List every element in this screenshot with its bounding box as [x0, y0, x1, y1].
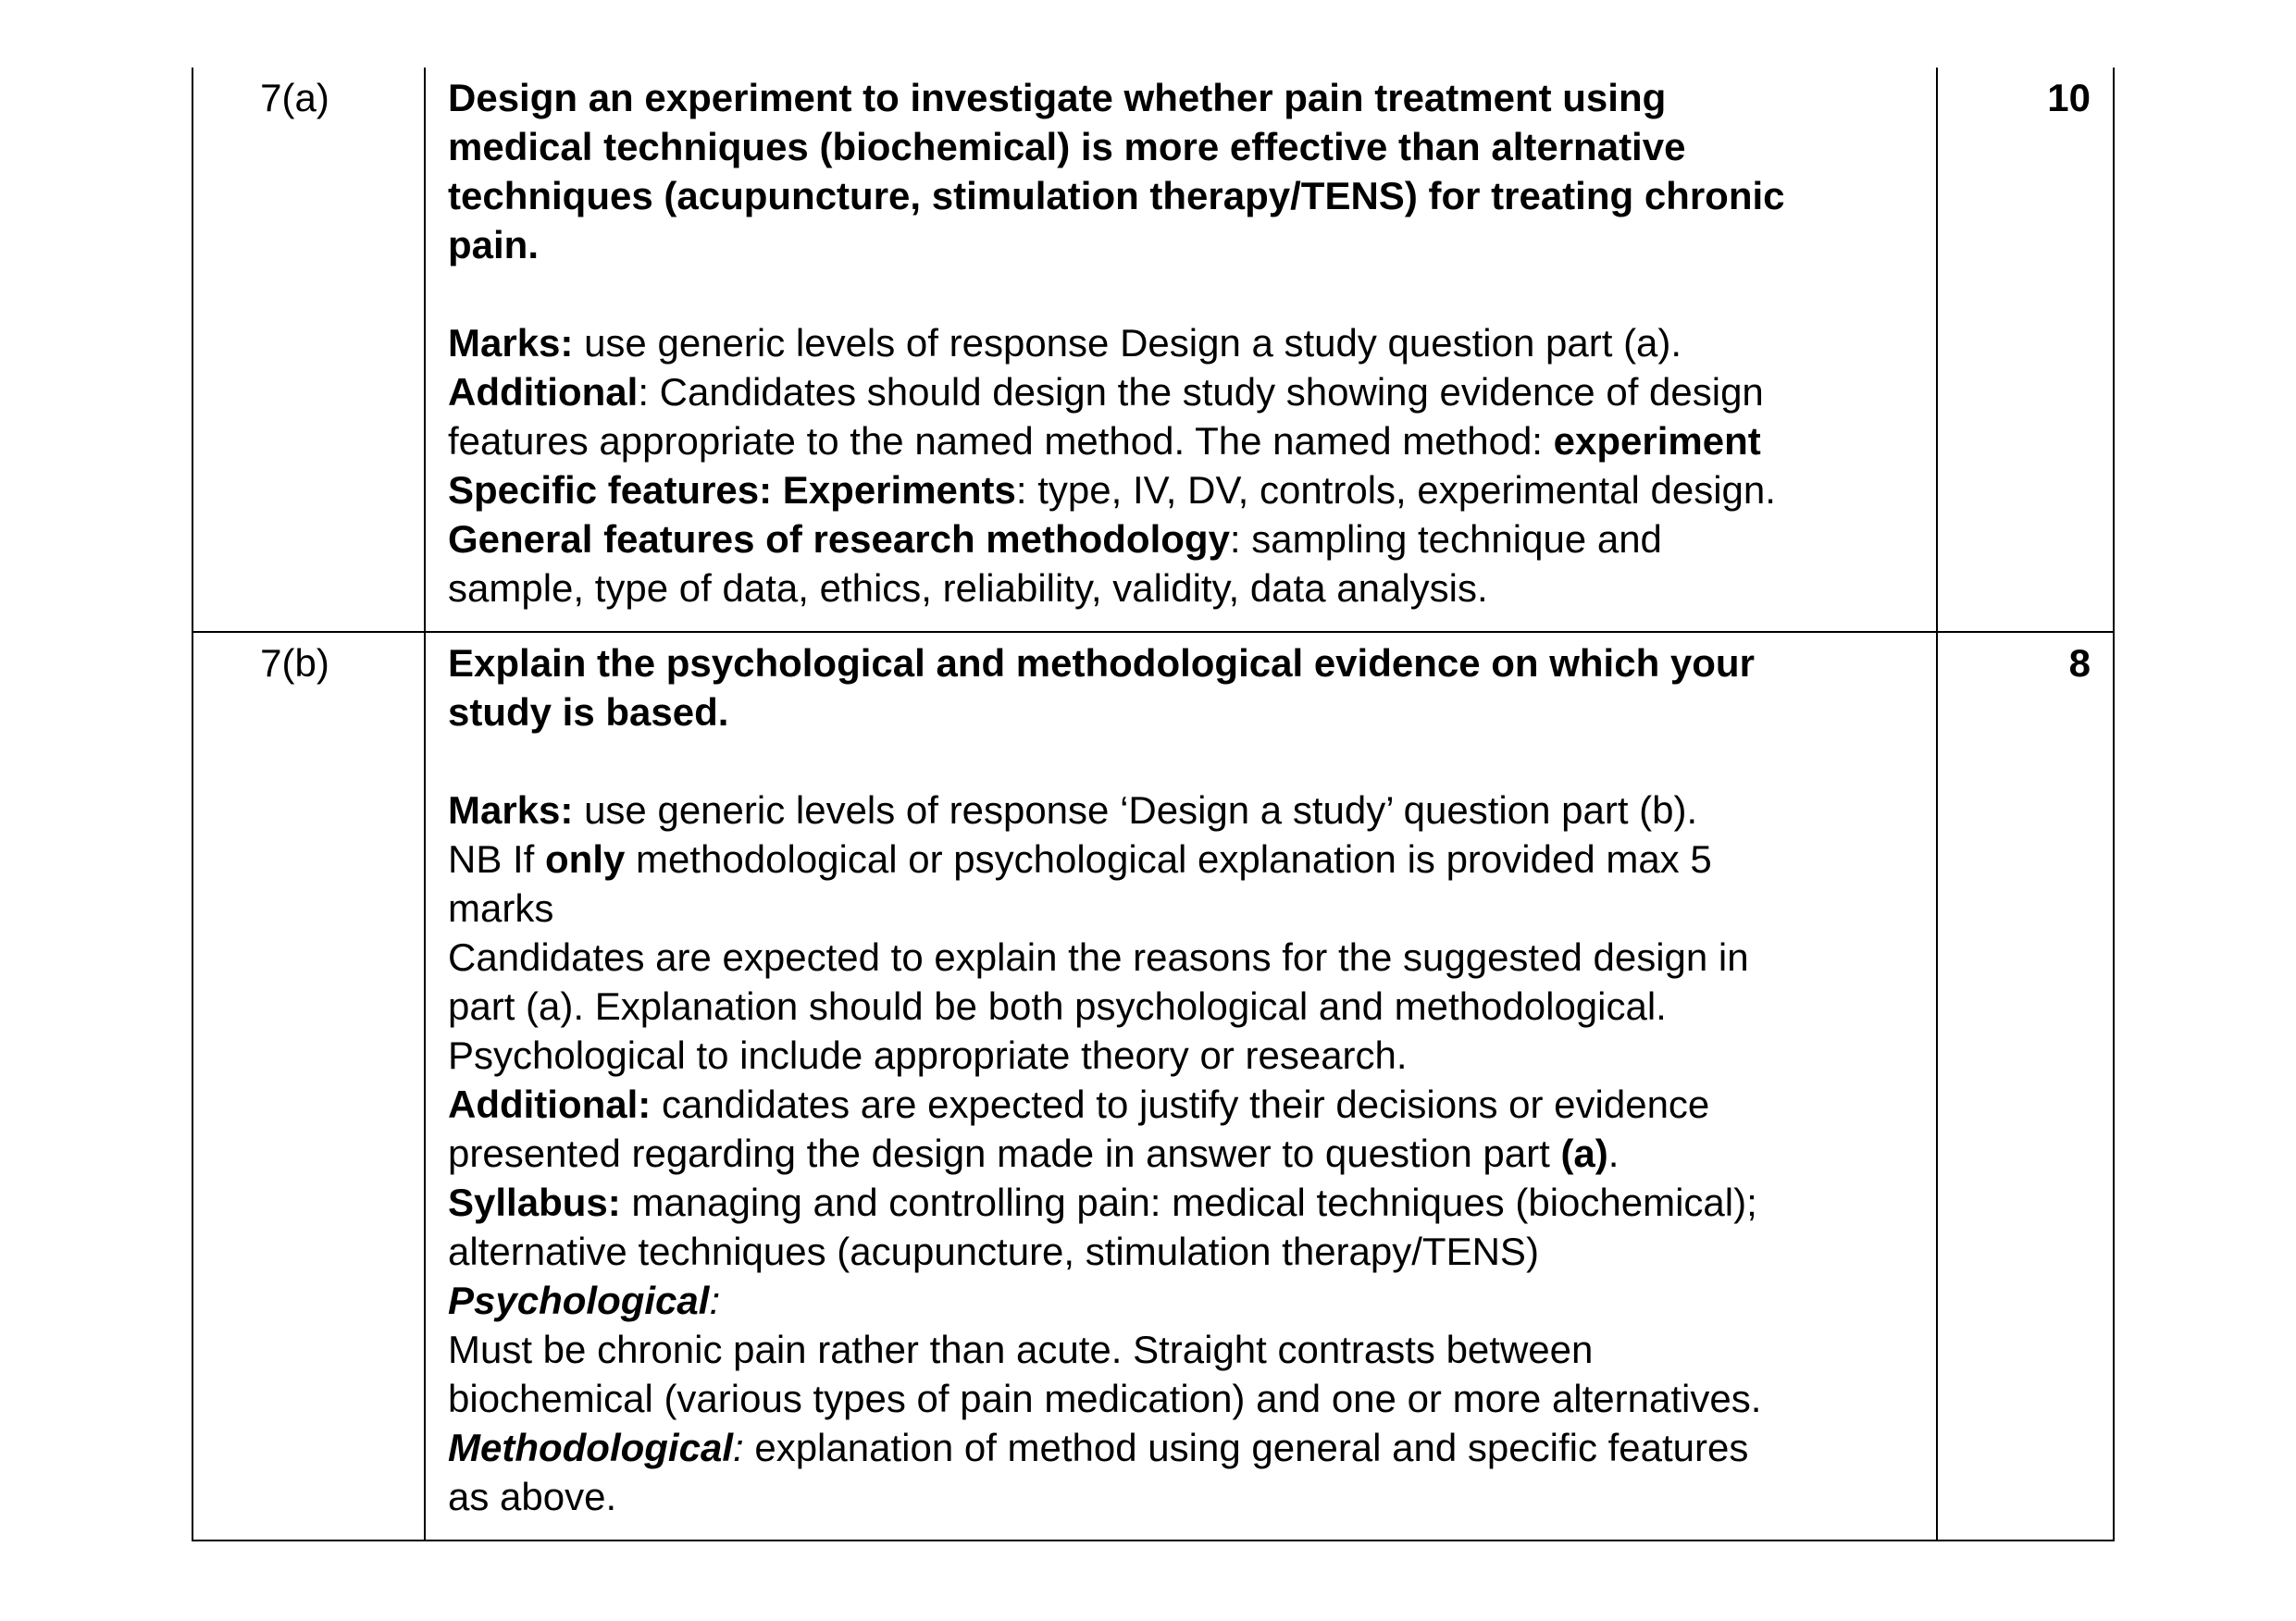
marks-value: 10	[2047, 76, 2091, 119]
question-heading-line: study is based.	[448, 690, 729, 734]
question-heading-line: Explain the psychological and methodological evidence on which your	[448, 641, 1755, 685]
question-number-cell	[192, 68, 425, 632]
question-heading-line: techniques (acupuncture, stimulation therapy/TENS) for treating chronic	[448, 174, 1785, 217]
marks-guidance-line: Marks: use generic levels of response Design a study question part (a).	[448, 321, 1682, 365]
answer-cell	[425, 632, 1937, 1541]
expectation-line: Psychological to include appropriate theory or research.	[448, 1033, 1408, 1077]
expectation-line: part (a). Explanation should be both psychological and methodological.	[448, 984, 1667, 1028]
question-number: 7(b)	[260, 641, 329, 685]
named-method-line: features appropriate to the named method. The named method: experiment	[448, 419, 1761, 463]
nb-line: NB If only methodological or psychological explanation is provided max 5	[448, 837, 1712, 881]
question-number: 7(a)	[260, 76, 329, 119]
general-features-line: General features of research methodology: sampling technique and	[448, 517, 1662, 561]
question-heading-line: Design an experiment to investigate whether pain treatment using	[448, 76, 1667, 119]
additional-guidance-line: Additional: Candidates should design the study showing evidence of design	[448, 370, 1764, 414]
answer-cell	[425, 68, 1937, 632]
marks-guidance-line: Marks: use generic levels of response ‘Design a study’ question part (b).	[448, 788, 1698, 832]
nb-line-cont: marks	[448, 886, 554, 930]
psychological-heading: Psychological:	[448, 1279, 721, 1322]
table-row-7b	[192, 632, 2114, 1541]
syllabus-line: Syllabus: managing and controlling pain: medical techniques (biochemical);	[448, 1181, 1757, 1224]
psychological-line: Must be chronic pain rather than acute. Straight contrasts between	[448, 1328, 1594, 1371]
question-number-cell	[192, 632, 425, 1541]
psychological-line: biochemical (various types of pain medication) and one or more alternatives.	[448, 1377, 1762, 1420]
mark-scheme-table	[192, 68, 2115, 1541]
additional-guidance-line: Additional: candidates are expected to justify their decisions or evidence	[448, 1083, 1710, 1126]
marks-value: 8	[2068, 641, 2091, 685]
question-heading-line: medical techniques (biochemical) is more effective than alternative	[448, 125, 1686, 168]
specific-features-line: Specific features: Experiments: type, IV, DV, controls, experimental design.	[448, 468, 1776, 512]
marks-cell	[1937, 68, 2114, 632]
additional-guidance-line-cont: presented regarding the design made in answer to question part (a).	[448, 1132, 1620, 1175]
methodological-line: Methodological: explanation of method using general and specific features	[448, 1426, 1749, 1469]
table-row-7a	[192, 68, 2114, 632]
general-features-line-cont: sample, type of data, ethics, reliability, validity, data analysis.	[448, 566, 1488, 610]
syllabus-line-cont: alternative techniques (acupuncture, stimulation therapy/TENS)	[448, 1230, 1539, 1273]
marks-cell	[1937, 632, 2114, 1541]
methodological-line-cont: as above.	[448, 1475, 617, 1518]
expectation-line: Candidates are expected to explain the reasons for the suggested design in	[448, 935, 1749, 979]
question-heading-line: pain.	[448, 223, 540, 266]
